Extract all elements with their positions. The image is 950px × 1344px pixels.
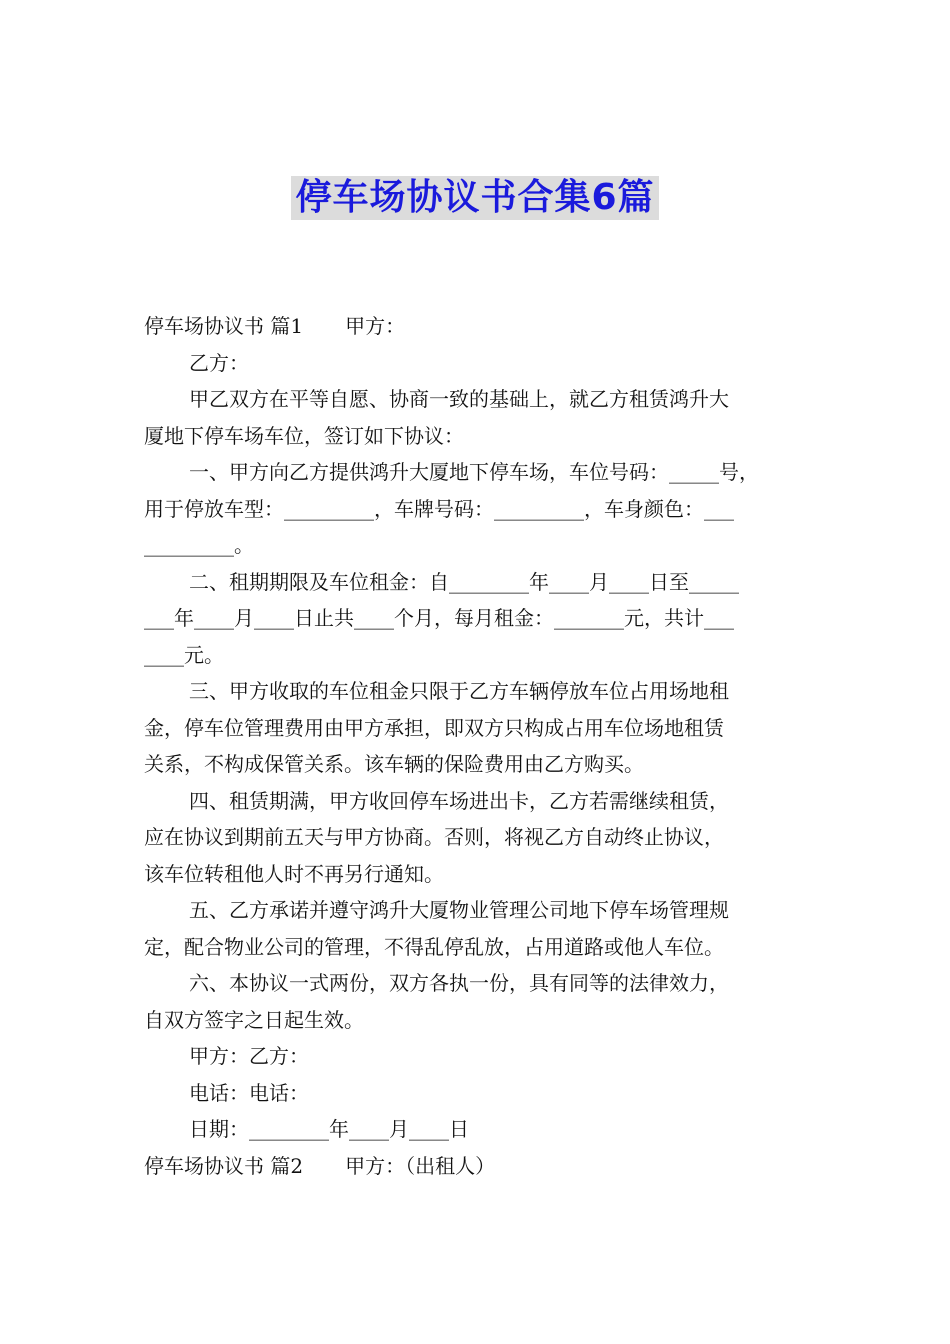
- paragraph-line: ____元。: [144, 642, 224, 667]
- party-a-label: 甲方：（出租人）: [345, 1153, 496, 1178]
- paragraph-line: 自双方签字之日起生效。: [144, 1007, 364, 1032]
- paragraph-line: 应在协议到期前五天与甲方协商。否则，将视乙方自动终止协议，: [144, 825, 724, 849]
- paragraph-line: 该车位转租他人时不再另行通知。: [144, 861, 444, 886]
- paragraph-line: 二、租期期限及车位租金：自________年____月____日至_____: [189, 569, 739, 594]
- paragraph-line: 定，配合物业公司的管理，不得乱停乱放，占用道路或他人车位。: [144, 934, 724, 959]
- paragraph-line: 金，停车位管理费用由甲方承担，即双方只构成占用车位场地租赁: [144, 715, 724, 740]
- paragraph-line: 一、甲方向乙方提供鸿升大厦地下停车场，车位号码：_____号，: [189, 460, 759, 484]
- paragraph-line: ___年____月____日止共____个月，每月租金：_______元，共计___: [144, 606, 734, 630]
- section-heading-label: 停车场协议书 篇1: [144, 314, 304, 338]
- section-heading-label: 停车场协议书 篇2: [144, 1153, 304, 1178]
- paragraph-line: 六、本协议一式两份，双方各执一份，具有同等的法律效力，: [189, 971, 729, 995]
- paragraph-line: 厦地下停车场车位，签订如下协议：: [144, 423, 464, 448]
- paragraph-line: 四、租赁期满，甲方收回停车场进出卡，乙方若需继续租赁，: [189, 788, 729, 813]
- paragraph-line: 甲乙双方在平等自愿、协商一致的基础上，就乙方租赁鸿升大: [189, 387, 729, 411]
- phone-line: 电话：电话：: [189, 1080, 309, 1105]
- document-title: 停车场协议书合集6篇: [291, 176, 658, 220]
- paragraph-line: 三、甲方收取的车位租金只限于乙方车辆停放车位占用场地租: [189, 679, 729, 703]
- paragraph-line: _________。: [144, 533, 254, 557]
- signature-line: 甲方：乙方：: [189, 1044, 309, 1068]
- title-wrap: [0, 176, 950, 220]
- paragraph-line: 关系，不构成保管关系。该车辆的保险费用由乙方购买。: [144, 752, 644, 776]
- paragraph-line: 用于停放车型：_________，车牌号码：_________，车身颜色：___: [144, 496, 734, 521]
- party-a-label: 甲方：: [345, 314, 406, 338]
- document-body: [144, 308, 809, 1184]
- paragraph-line: 五、乙方承诺并遵守鸿升大厦物业管理公司地下停车场管理规: [189, 898, 729, 922]
- section-heading-1: [144, 308, 809, 345]
- paragraph-line: 乙方：: [189, 350, 249, 375]
- section-heading-2: [144, 1148, 809, 1185]
- date-line: 日期：________年____月____日: [189, 1117, 469, 1141]
